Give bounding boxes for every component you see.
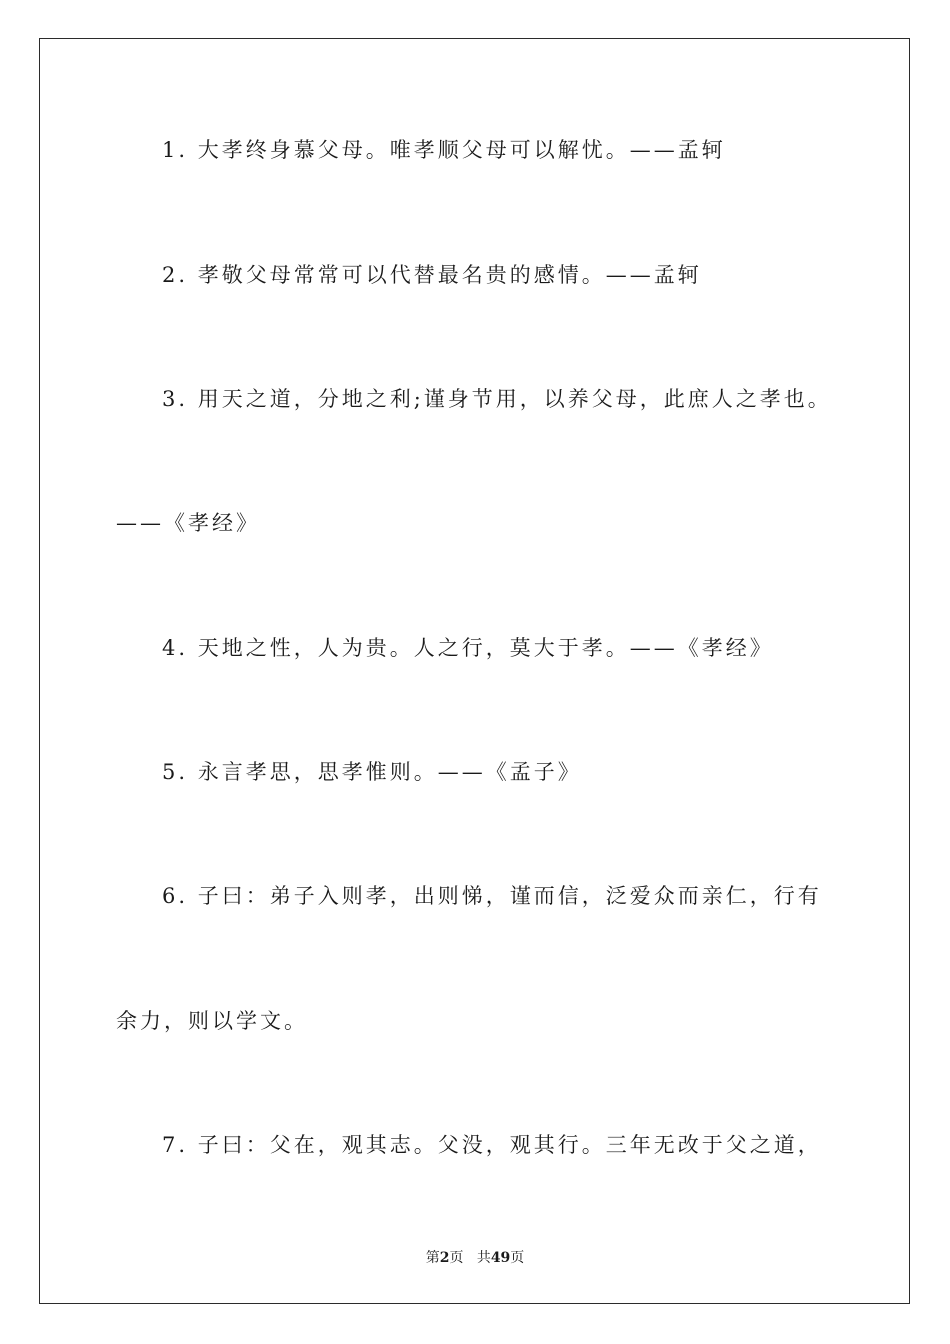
footer-total-suffix: 页 xyxy=(510,1250,525,1266)
footer-total-prefix: 共 xyxy=(476,1250,491,1266)
quote-line-2: 2. 孝敬父母常常可以代替最名贵的感情。——孟轲 xyxy=(162,263,702,287)
quote-line-6-continuation: 余力，则以学文。 xyxy=(116,1009,308,1033)
page-border xyxy=(39,38,910,1304)
page-footer xyxy=(0,1247,950,1267)
quote-line-3-continuation: ——《孝经》 xyxy=(116,511,260,535)
quote-line-4: 4. 天地之性，人为贵。人之行，莫大于孝。——《孝经》 xyxy=(162,636,774,660)
quote-line-3: 3. 用天之道，分地之利;谨身节用，以养父母，此庶人之孝也。 xyxy=(162,387,832,411)
footer-total-pages: 49 xyxy=(490,1250,511,1266)
quote-line-6: 6. 子曰：弟子入则孝，出则悌，谨而信，泛爱众而亲仁，行有 xyxy=(162,884,822,908)
quote-line-7: 7. 子曰：父在，观其志。父没，观其行。三年无改于父之道， xyxy=(162,1133,822,1157)
footer-page-number: 2 xyxy=(439,1250,450,1266)
footer-page-suffix: 页 xyxy=(449,1250,464,1266)
footer-page-prefix: 第 xyxy=(425,1250,440,1266)
quote-line-5: 5. 永言孝思，思孝惟则。——《孟子》 xyxy=(162,760,582,784)
quote-line-1: 1. 大孝终身慕父母。唯孝顺父母可以解忧。——孟轲 xyxy=(162,138,726,162)
